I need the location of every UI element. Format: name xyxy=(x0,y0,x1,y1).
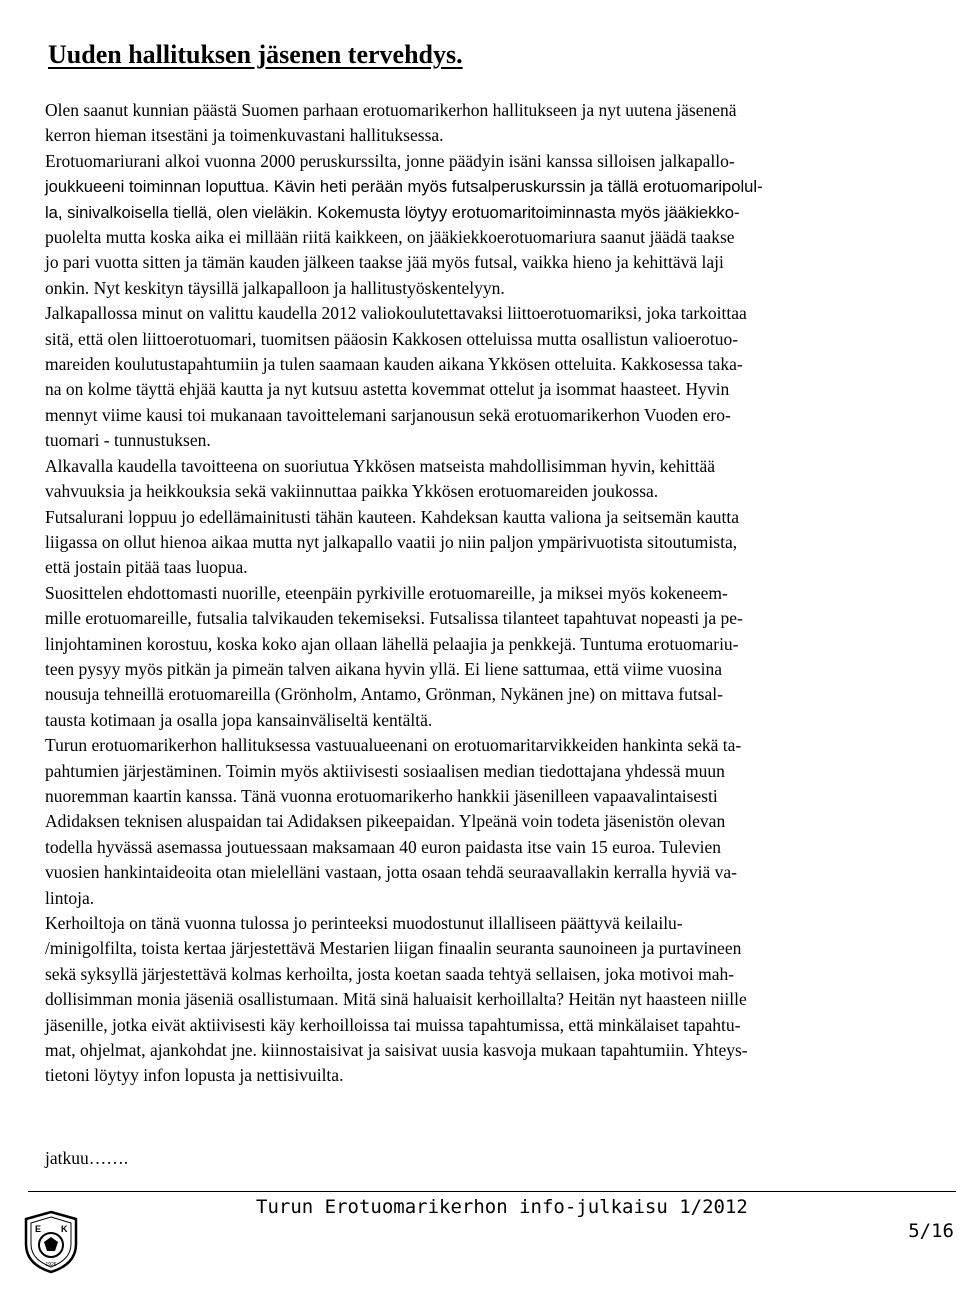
body-line: tuomari - tunnustuksen. xyxy=(45,430,211,451)
body-line: tausta kotimaan ja osalla jopa kansainväliseltä kentältä. xyxy=(45,709,433,730)
body-line: na on kolme täyttä ehjää kautta ja nyt kutsuu astetta kovemmat ottelut ja isommat haasteet. Hyvin xyxy=(45,379,730,400)
body-line: Futsalurani loppuu jo edellämainitusti tähän kauteen. Kahdeksan kautta valiona ja seitsemän kautta xyxy=(45,506,739,527)
body-line: vuosien hankintaideoita otan mielelläni vastaan, jotta osaan tehdä seuraavallakin kerralla hyviä va- xyxy=(45,862,737,883)
body-line: mat, ohjelmat, ajankohdat jne. kiinnostaisivat ja saisivat uusia kasvoja mukaan tapahtumiin. Yhteys- xyxy=(45,1040,748,1061)
body-line: nuoremman kaartin kanssa. Tänä vuonna erotuomarikerho hankkii jäsenilleen vapaavalintaisesti xyxy=(45,785,718,806)
logo-letter-left: E xyxy=(35,1224,42,1234)
body-line: linjohtaminen korostuu, koska koko ajan ollaan lähellä pelaajia ja penkkejä. Tuntuma erotuomariu- xyxy=(45,633,739,654)
body-line: tietoni löytyy infon lopusta ja nettisivuilta. xyxy=(45,1065,344,1086)
body-line: kerron hieman itsestäni ja toimenkuvastani hallituksessa. xyxy=(45,125,444,146)
article-title xyxy=(48,40,463,70)
body-line: liigassa on ollut hienoa aikaa mutta nyt jalkapallo vaatii jo niin paljon ympärivuotista sitoutumista, xyxy=(45,531,738,552)
body-line: Olen saanut kunnian päästä Suomen parhaan erotuomarikerhon hallitukseen ja nyt uutena jäsenenä xyxy=(45,100,737,120)
body-line: vahvuuksia ja heikkouksia sekä vakiinnuttaa paikka Ykkösen erotuomareiden joukossa. xyxy=(45,481,659,502)
body-line: mennyt viime kausi toi mukanaan tavoittelemani sarjanousun sekä erotuomarikerhon Vuoden ero- xyxy=(45,404,731,425)
body-line: pahtumien järjestäminen. Toimin myös aktiivisesti sosiaalisen median tiedottajana yhdessä muun xyxy=(45,760,725,781)
body-line: sitä, että olen liittoerotuomari, tuomitsen pääosin Kakkosen otteluissa mutta osallistun valioerotuo- xyxy=(45,328,739,349)
body-line: Alkavalla kaudella tavoitteena on suoriutua Ykkösen matseista mahdollisimman hyvin, kehittää xyxy=(45,455,716,476)
article-title-period: . xyxy=(456,40,463,69)
page-number: 5/16 xyxy=(908,1220,954,1242)
body-line: la, sinivalkoisella tiellä, olen vieläkin. Kokemusta löytyy erotuomaritoiminnasta myös jääkiekko- xyxy=(45,202,740,222)
publication-name: Turun Erotuomarikerhon info-julkaisu 1/2012 xyxy=(256,1196,748,1218)
body-line: jäsenille, jotka eivät aktiivisesti käy kerhoilloissa tai muissa tapahtumissa, että minkälaiset tapahtu- xyxy=(45,1014,741,1035)
body-line: nousuja tehneillä erotuomareilla (Grönholm, Antamo, Grönman, Nykänen jne) on mittava futsal- xyxy=(45,684,723,705)
body-line: teen pysyy myös pitkän ja pimeän talven aikana hyvin yllä. Ei liene sattumaa, että viime vuosina xyxy=(45,658,722,679)
body-line: joukkueeni toiminnan loputtua. Kävin heti perään myös futsalperuskurssin ja tällä erotuomaripolul- xyxy=(45,177,763,197)
body-line: dollisimman monia jäseniä osallistumaan. Mitä sinä haluaisit kerhoillalta? Heitän nyt haasteen niille xyxy=(45,989,747,1010)
body-line: jo pari vuotta sitten ja tämän kauden jälkeen taakse jää myös futsal, vaikka hieno ja kehittävä laji xyxy=(45,252,724,273)
article-title-text: Uuden hallituksen jäsenen tervehdys xyxy=(48,40,457,69)
body-line: Turun erotuomarikerhon hallituksessa vastuualueenani on erotuomaritarvikkeiden hankinta sekä ta- xyxy=(45,735,742,756)
body-line: Adidaksen teknisen aluspaidan tai Adidaksen pikeepaidan. Ylpeänä voin todeta jäsenistön olevan xyxy=(45,811,726,832)
body-line: lintoja. xyxy=(45,887,95,908)
body-line: sekä syksyllä järjestettävä kolmas kerhoilta, josta koetan saada tehtyä sellaisen, joka motivoi mah- xyxy=(45,963,735,984)
logo-year: 1926 xyxy=(45,1262,57,1268)
body-line: Kerhoiltoja on tänä vuonna tulossa jo perinteeksi muodostunut illalliseen päättyvä keilailu- xyxy=(45,913,683,933)
body-line: Jalkapallossa minut on valittu kaudella 2012 valiokoulutettavaksi liittoerotuomariksi, joka tarkoittaa xyxy=(45,303,747,324)
club-logo xyxy=(22,1210,80,1274)
body-line: mille erotuomareille, futsalia talvikauden tekemiseksi. Futsalissa tilanteet tapahtuvat nopeasti ja pe- xyxy=(45,608,743,629)
footer-divider xyxy=(28,1191,956,1192)
body-line: että jostain pitää taas luopua. xyxy=(45,557,248,578)
body-line: /minigolfilta, toista kertaa järjestettävä Mestarien liigan finaalin seuranta saunoineen ja purtavineen xyxy=(45,938,742,959)
body-line: Erotuomariurani alkoi vuonna 2000 peruskurssilta, jonne päädyin isäni kanssa silloisen jalkapallo- xyxy=(45,150,735,171)
body-line: Suosittelen ehdottomasti nuorille, eteenpäin pyrkiville erotuomareille, ja miksei myös kokeneem- xyxy=(45,582,728,603)
article-body xyxy=(45,98,763,1089)
body-line: mareiden koulutustapahtumiin ja tulen saamaan kauden aikana Ykkösen otteluita. Kakkosessa taka- xyxy=(45,354,743,375)
logo-letter-right: K xyxy=(61,1224,68,1234)
body-line: todella hyvässä asemassa joutuessaan maksamaan 40 euron paidasta itse vain 15 euroa. Tulevien xyxy=(45,836,722,857)
body-line: onkin. Nyt keskityn täysillä jalkapalloon ja hallitustyöskentelyyn. xyxy=(45,277,505,298)
continued-note: jatkuu……. xyxy=(45,1148,129,1168)
body-line: puolelta mutta koska aika ei millään riitä kaikkeen, on jääkiekkoerotuomariura saanut jäädä taakse xyxy=(45,227,735,248)
